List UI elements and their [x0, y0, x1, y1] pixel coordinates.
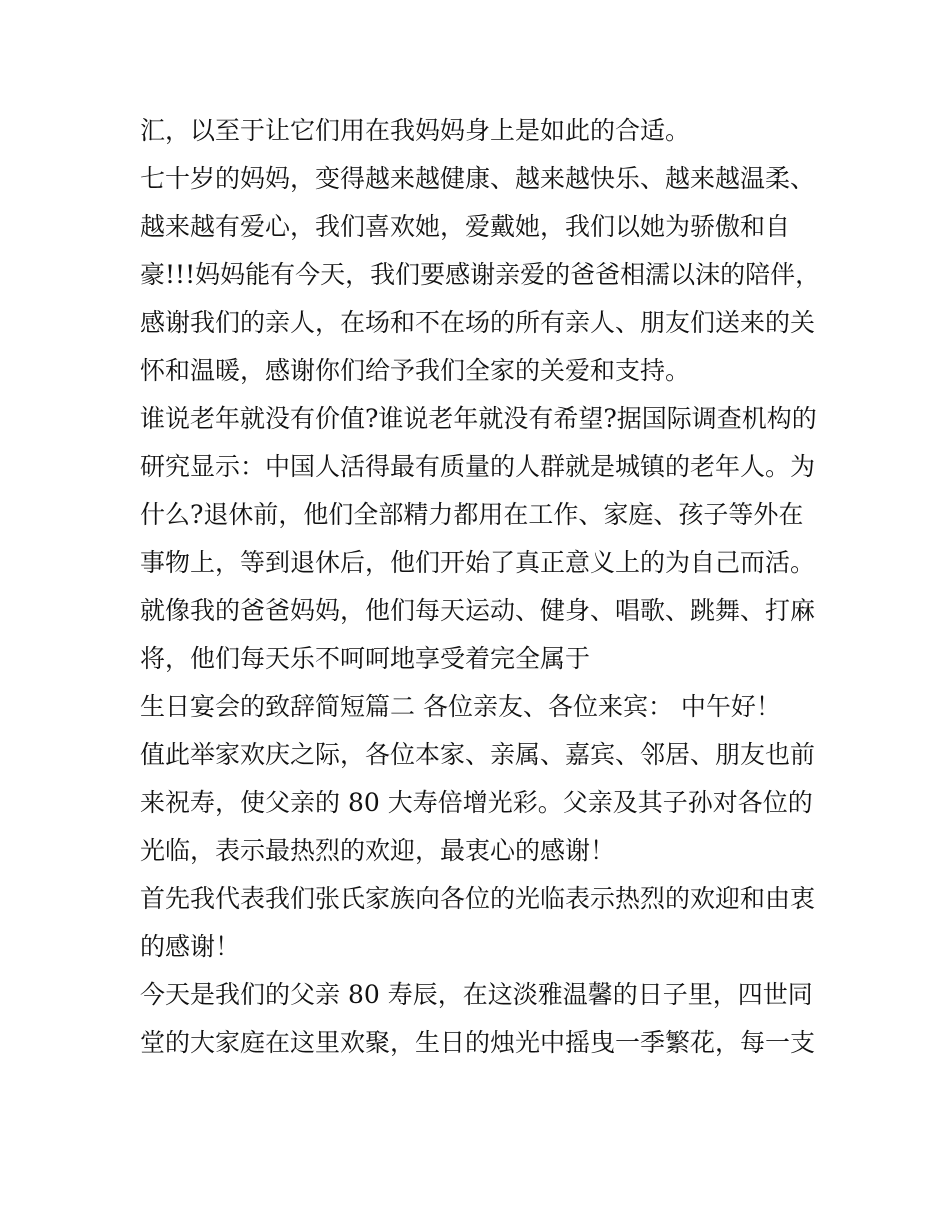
text-line: 值此举家欢庆之际，各位本家、亲属、嘉宾、邻居、朋友也前 — [140, 740, 816, 769]
text-line: 将，他们每天乐不呵呵地享受着完全属于 — [140, 644, 591, 673]
text-line: 研究显示：中国人活得最有质量的人群就是城镇的老年人。为 — [140, 452, 816, 481]
text-line: 怀和温暖，感谢你们给予我们全家的关爱和支持。 — [140, 356, 691, 385]
text-line: 汇，以至于让它们用在我妈妈身上是如此的合适。 — [140, 116, 691, 145]
text-line: 什么?退休前，他们全部精力都用在工作、家庭、孩子等外在 — [140, 500, 804, 529]
text-line: 首先我代表我们张氏家族向各位的光临表示热烈的欢迎和由衷 — [140, 884, 816, 913]
text-line: 堂的大家庭在这里欢聚，生日的烛光中摇曳一季繁花，每一支 — [140, 1028, 816, 1057]
text-line: 就像我的爸爸妈妈，他们每天运动、健身、唱歌、跳舞、打麻 — [140, 596, 816, 625]
text-line: 来祝寿，使父亲的 80 大寿倍增光彩。父亲及其子孙对各位的 — [140, 788, 813, 817]
text-line: 七十岁的妈妈，变得越来越健康、越来越快乐、越来越温柔、 — [140, 164, 816, 193]
text-line: 豪!!!妈妈能有今天，我们要感谢亲爱的爸爸相濡以沫的陪伴， — [140, 260, 821, 289]
text-line: 事物上，等到退休后，他们开始了真正意义上的为自己而活。 — [140, 548, 816, 577]
text-line: 感谢我们的亲人，在场和不在场的所有亲人、朋友们送来的关 — [140, 308, 816, 337]
body-text — [140, 107, 830, 1067]
section-heading-line: 生日宴会的致辞简短篇二 各位亲友、各位来宾： 中午好！ — [140, 692, 781, 721]
text-line: 谁说老年就没有价值?谁说老年就没有希望?据国际调查机构的 — [140, 404, 817, 433]
text-line: 越来越有爱心，我们喜欢她，爱戴她，我们以她为骄傲和自 — [140, 212, 791, 241]
text-line: 今天是我们的父亲 80 寿辰，在这淡雅温馨的日子里，四世同 — [140, 980, 813, 1009]
text-line: 的感谢！ — [140, 932, 241, 961]
text-line: 光临，表示最热烈的欢迎，最衷心的感谢！ — [140, 836, 616, 865]
